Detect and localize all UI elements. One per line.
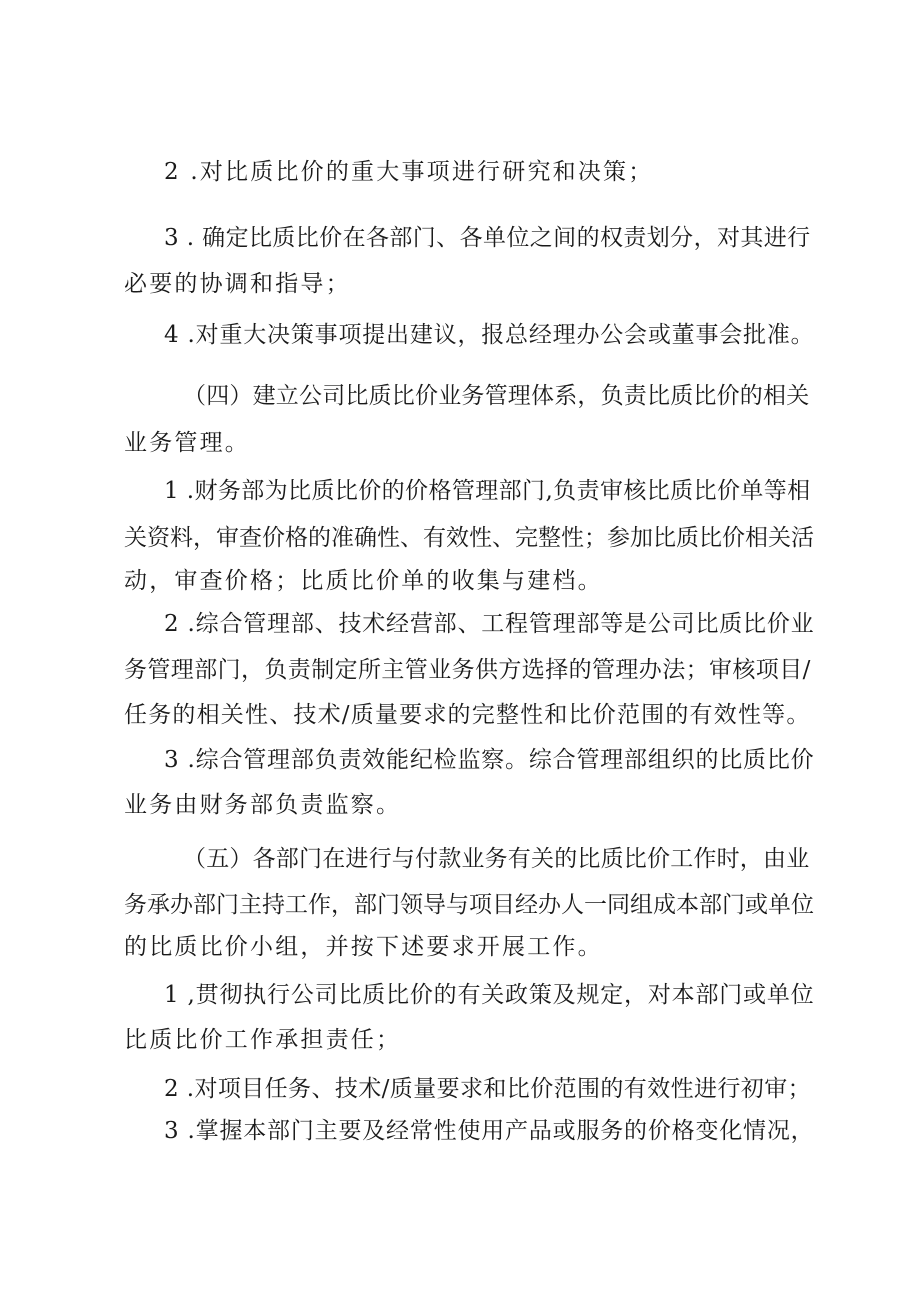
text-line: 的比质比价小组，并按下述要求开展工作。 [124, 934, 603, 960]
text-line: 1 ,贯彻执行公司比质比价的有关政策及规定，对本部门或单位 [164, 982, 815, 1008]
text-line: 必要的协调和指导； [124, 271, 351, 297]
text-line: 务管理部门，负责制定所主管业务供方选择的管理办法；审核项目/ [124, 657, 811, 683]
text-line: 4 .对重大决策事项提出建议，报总经理办公会或董事会批准。 [164, 322, 815, 348]
text-line: 任务的相关性、技术/质量要求的完整性和比价范围的有效性等。 [124, 702, 811, 728]
section-heading: （五）各部门在进行与付款业务有关的比质比价工作时，由业 [183, 846, 810, 872]
text-line: 业务由财务部负责监察。 [124, 792, 402, 818]
text-line: 务承办部门主持工作，部门领导与项目经办人一同组成本部门或单位 [124, 892, 814, 918]
text-line: 2 .综合管理部、技术经营部、工程管理部等是公司比质比价业 [164, 611, 815, 637]
section-heading: （四）建立公司比质比价业务管理体系，负责比质比价的相关 [183, 383, 810, 409]
text-line: 3 .综合管理部负责效能纪检监察。综合管理部组织的比质比价 [164, 747, 815, 773]
text-line: 比质比价工作承担责任； [124, 1027, 402, 1053]
text-line: 1 .财务部为比质比价的价格管理部门,负责审核比质比价单等相 [164, 478, 811, 504]
text-line: 动，审查价格；比质比价单的收集与建档。 [124, 568, 603, 594]
text-line: 3 .掌握本部门主要及经常性使用产品或服务的价格变化情况， [164, 1118, 815, 1144]
text-line: 关资料，审查价格的准确性、有效性、完整性；参加比质比价相关活 [124, 525, 814, 551]
text-line: 业务管理。 [124, 430, 250, 456]
text-line: 2 .对比质比价的重大事项进行研究和决策； [164, 159, 654, 185]
text-line: 3 . 确定比质比价在各部门、各单位之间的权责划分，对其进行 [164, 225, 811, 251]
text-line: 2 .对项目任务、技术/质量要求和比价范围的有效性进行初审； [164, 1076, 812, 1102]
